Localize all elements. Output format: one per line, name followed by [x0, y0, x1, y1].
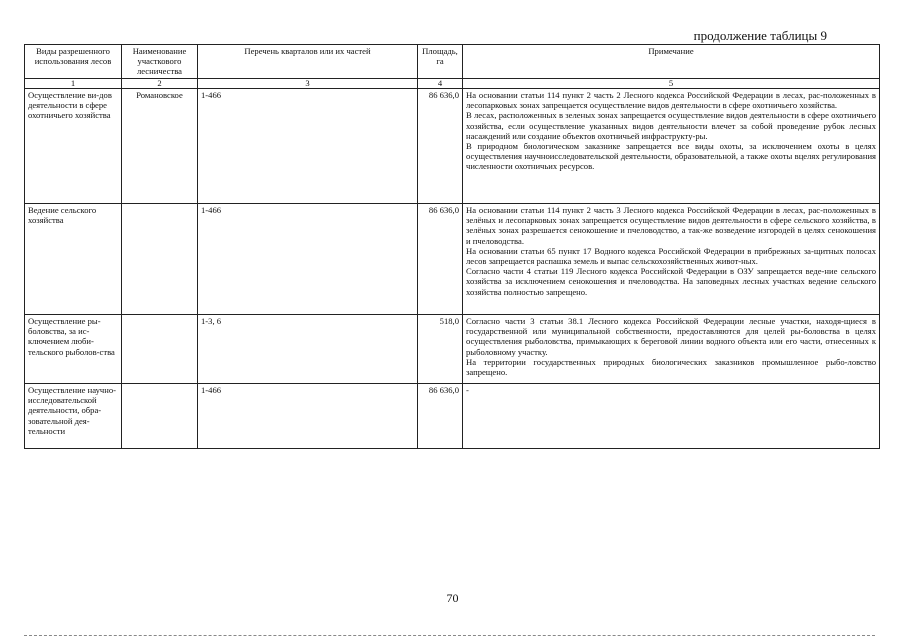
forestry-name-cell	[122, 204, 198, 315]
use-type-cell: Осуществление ры-боловства, за ис-ключением люби-тельского рыболов-ства	[25, 315, 122, 384]
table-row	[25, 384, 880, 449]
column-number: 1	[25, 79, 122, 89]
column-number-row	[25, 79, 880, 89]
page-number: 70	[446, 591, 459, 605]
column-number: 5	[463, 79, 880, 89]
header-row	[25, 45, 880, 79]
note-paragraph: На основании статьи 114 пункт 2 часть 3 Лесного кодекса Российской Федерации в лесах, рас-положенных в зелёных и лесопарковых зонах запрещается осуществление видов деятельности в сфере сельского хозяйства, в зелёных зонах разрешается сенокошение и пчеловодство, а так-же возведение изгородей в целях сенокошения и пчеловодства.	[466, 205, 876, 246]
quarters-cell: 1-466	[198, 384, 418, 449]
use-type-cell: Ведение сельского хозяйства	[25, 204, 122, 315]
area-cell: 518,0	[418, 315, 463, 384]
note-cell	[463, 315, 880, 384]
area-cell: 86 636,0	[418, 204, 463, 315]
column-number: 3	[198, 79, 418, 89]
note-cell	[463, 204, 880, 315]
use-type-cell: Осуществление научно-исследовательской деятельности, обра-зовательной дея-тельности	[25, 384, 122, 449]
note-paragraph: На основании статьи 114 пункт 2 часть 2 Лесного кодекса Российской Федерации в лесах, рас-положенных в лесопарковых зонах запрещается осуществление видов деятельности в сфере охотничьего хозяйства.	[466, 90, 876, 111]
land-use-table	[24, 44, 880, 449]
header-use-type: Виды разрешенного использования лесов	[25, 45, 122, 79]
table-row	[25, 315, 880, 384]
column-number: 4	[418, 79, 463, 89]
table-row	[25, 89, 880, 204]
header-forestry-name: Наименование участкового лесничества	[122, 45, 198, 79]
note-paragraph: На основании статьи 65 пункт 17 Водного кодекса Российской Федерации в прибрежных за-щитных полосах лесов запрещается распашка земель и выпас сельскохозяйственных живот-ных.	[466, 245, 876, 267]
header-note: Примечание	[463, 45, 880, 79]
continuation-title: продолжение таблицы 9	[693, 28, 827, 43]
note-paragraph: На территории государственных природных биологических заказников промышленное рыбо-ловство запрещено.	[466, 356, 876, 378]
use-type-cell: Осуществление ви-дов деятельности в сфере охотничьего хозяйства	[25, 89, 122, 204]
note-paragraph: В лесах, расположенных в зеленых зонах запрещается осуществление видов деятельности в сфере охотничьего хозяйства, если осуществление указанных видов деятельности влечет за собой проведение рубок лесных насаждений или создание объектов охотничьей инфраструкту-ры.	[466, 110, 876, 141]
header-area: Площадь, га	[418, 45, 463, 79]
note-paragraph: -	[466, 385, 469, 395]
note-paragraph: Согласно части 4 статьи 119 Лесного кодекса Российской Федерации в ОЗУ запрещается веде-ние сельского хозяйства за исключением сенокошения и пчеловодства. На заповедных лесных участках ведение сельского хозяйства полностью запрещено.	[466, 266, 876, 297]
page-bottom-divider	[24, 635, 875, 636]
quarters-cell: 1-466	[198, 204, 418, 315]
area-cell: 86 636,0	[418, 89, 463, 204]
forestry-name-cell	[122, 315, 198, 384]
forestry-name-cell: Романовское	[122, 89, 198, 204]
note-paragraph: Согласно части 3 статьи 38.1 Лесного кодекса Российской Федерации лесные участки, находя-щиеся в государственной или муниципальной собственности, предоставляются для целей ры-боловства в целях осуществления рыболовства, примыкающих к береговой линии водного объекта или его части, отнесенных к рыболовному участку.	[466, 316, 876, 357]
quarters-cell: 1-3, 6	[198, 315, 418, 384]
note-cell	[463, 384, 880, 449]
quarters-cell: 1-466	[198, 89, 418, 204]
table-row	[25, 204, 880, 315]
header-quarters: Перечень кварталов или их частей	[198, 45, 418, 79]
note-paragraph: В природном биологическом заказнике запрещается все виды охоты, за исключением охоты в целях осуществления научноисследовательской деятельности, образовательной, а также охоты вцелях регулирования численности охотничьих ресурсов.	[466, 141, 876, 172]
column-number: 2	[122, 79, 198, 89]
forestry-name-cell	[122, 384, 198, 449]
note-cell	[463, 89, 880, 204]
area-cell: 86 636,0	[418, 384, 463, 449]
